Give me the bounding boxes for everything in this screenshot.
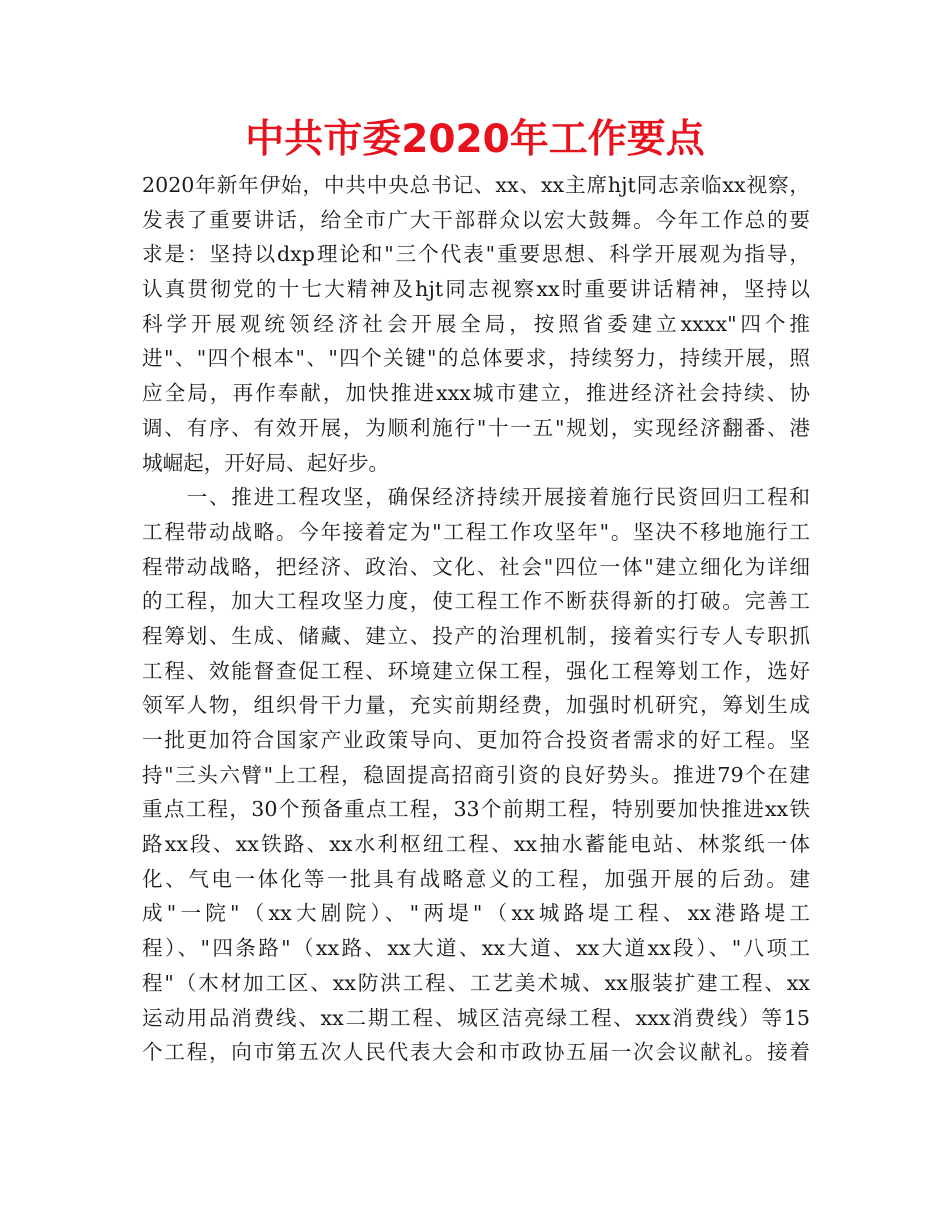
text-line: 调、有序、有效开展，为顺利施行"十一五"规划，实现经济翻番、港 [142,415,810,440]
text-line: 一、推进工程攻坚，确保经济持续开展接着施行民资回归工程和 [142,485,810,510]
document-title: 中共市委2020年工作要点 [245,117,705,162]
text-line: 一批更加符合国家产业政策导向、更加符合投资者需求的好工程。坚 [142,728,810,752]
text-line: 成"一院"（xx大剧院）、"两堤"（xx城路堤工程、xx港路堤工 [142,901,810,926]
text-line: 工程、效能督查促工程、环境建立保工程，强化工程筹划工作，选好 [142,658,810,683]
text-line: 重点工程，30个预备重点工程，33个前期工程，特别要加快推进xx铁 [142,797,810,822]
text-line: 2020年新年伊始，中共中央总书记、xx、xx主席hjt同志亲临xx视察， [142,173,810,197]
text-line: 进"、"四个根本"、"四个关键"的总体要求，持续努力，持续开展，照 [142,346,810,371]
text-line: 应全局，再作奉献，加快推进xxx城市建立，推进经济社会持续、协 [142,381,810,406]
paragraph-section-one [142,480,810,1070]
text-line: 个工程，向市第五次人民代表大会和市政协五届一次会议献礼。接着 [142,1040,810,1065]
text-line: 程筹划、生成、储藏、建立、投产的治理机制，接着实行专人专职抓 [142,623,810,648]
text-line: 路xx段、xx铁路、xx水利枢纽工程、xx抽水蓄能电站、林浆纸一体 [142,832,810,857]
text-line: 认真贯彻党的十七大精神及hjt同志视察xx时重要讲话精神，坚持以 [142,277,810,302]
text-line: 发表了重要讲话，给全市广大干部群众以宏大鼓舞。今年工作总的要 [142,207,810,232]
paragraph-intro [142,168,810,480]
text-line: 程）、"四条路"（xx路、xx大道、xx大道、xx大道xx段）、"八项工 [142,936,810,961]
text-line: 领军人物，组织骨干力量，充实前期经费，加强时机研究，筹划生成 [142,693,810,718]
text-line: 程带动战略，把经济、政治、文化、社会"四位一体"建立细化为详细 [142,554,810,579]
text-line: 科学开展观统领经济社会开展全局，按照省委建立xxxx"四个推 [142,311,810,336]
text-line: 求是：坚持以dxp理论和"三个代表"重要思想、科学开展观为指导， [142,242,810,267]
text-line: 运动用品消费线、xx二期工程、城区洁亮绿工程、xxx消费线）等15 [142,1005,810,1030]
text-line: 工程带动战略。今年接着定为"工程工作攻坚年"。坚决不移地施行工 [142,519,810,544]
document-body [142,168,810,1070]
text-line: 化、气电一体化等一批具有战略意义的工程，加强开展的后劲。建 [142,866,810,891]
text-line: 城崛起，开好局、起好步。 [142,450,390,475]
text-line: 程"（木材加工区、xx防洪工程、工艺美术城、xx服装扩建工程、xx [142,970,810,995]
text-line: 持"三头六臂"上工程，稳固提高招商引资的良好势头。推进79个在建 [142,762,810,787]
text-line: 的工程，加大工程攻坚力度，使工程工作不断获得新的打破。完善工 [142,589,810,614]
